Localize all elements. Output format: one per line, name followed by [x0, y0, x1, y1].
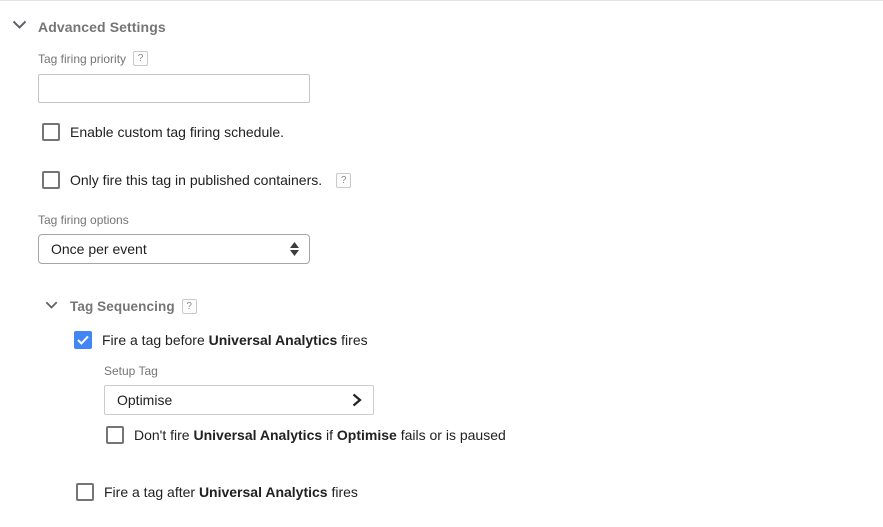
tag-firing-priority-label-row	[38, 51, 148, 66]
dont-fire-checkbox[interactable]	[106, 426, 124, 444]
advanced-settings-collapse-chevron-icon[interactable]	[12, 20, 27, 30]
fire-after-checkbox-label: Fire a tag after Universal Analytics fires	[104, 484, 358, 500]
select-updown-arrows-icon	[290, 242, 299, 256]
advanced-settings-title[interactable]: Advanced Settings	[38, 19, 166, 35]
chevron-right-icon	[351, 393, 363, 407]
tag-firing-priority-help-icon[interactable]: ?	[133, 51, 148, 66]
fire-before-checkbox-label: Fire a tag before Universal Analytics fires	[102, 332, 368, 348]
published-checkbox-help-icon[interactable]: ?	[336, 173, 351, 188]
fire-before-checkbox[interactable]	[74, 331, 92, 349]
tag-sequencing-header	[70, 299, 197, 314]
published-checkbox-label: Only fire this tag in published containers.	[70, 172, 323, 188]
top-divider	[0, 0, 883, 1]
tag-firing-priority-input[interactable]	[38, 74, 310, 103]
setup-tag-picker[interactable]	[104, 385, 374, 415]
published-checkbox-row	[42, 171, 351, 189]
tag-sequencing-help-icon[interactable]: ?	[182, 299, 197, 314]
fire-after-checkbox-row	[76, 483, 358, 501]
published-checkbox[interactable]	[42, 171, 60, 189]
tag-firing-options-selected-value: Once per event	[51, 241, 147, 257]
dont-fire-checkbox-row	[106, 426, 506, 444]
tag-firing-priority-label: Tag firing priority	[38, 51, 127, 66]
fire-before-checkbox-row	[74, 331, 368, 349]
setup-tag-value: Optimise	[117, 392, 173, 408]
tag-sequencing-collapse-chevron-icon[interactable]	[45, 301, 58, 310]
tag-sequencing-title[interactable]: Tag Sequencing	[70, 299, 175, 314]
dont-fire-checkbox-label: Don't fire Universal Analytics if Optimise fails or is paused	[134, 427, 506, 443]
setup-tag-label: Setup Tag	[104, 364, 158, 378]
schedule-checkbox[interactable]	[42, 123, 60, 141]
tag-firing-options-select[interactable]	[38, 234, 310, 264]
schedule-checkbox-row	[42, 123, 284, 141]
schedule-checkbox-label: Enable custom tag firing schedule.	[70, 124, 285, 140]
fire-after-checkbox[interactable]	[76, 483, 94, 501]
tag-firing-options-label: Tag firing options	[38, 213, 129, 227]
